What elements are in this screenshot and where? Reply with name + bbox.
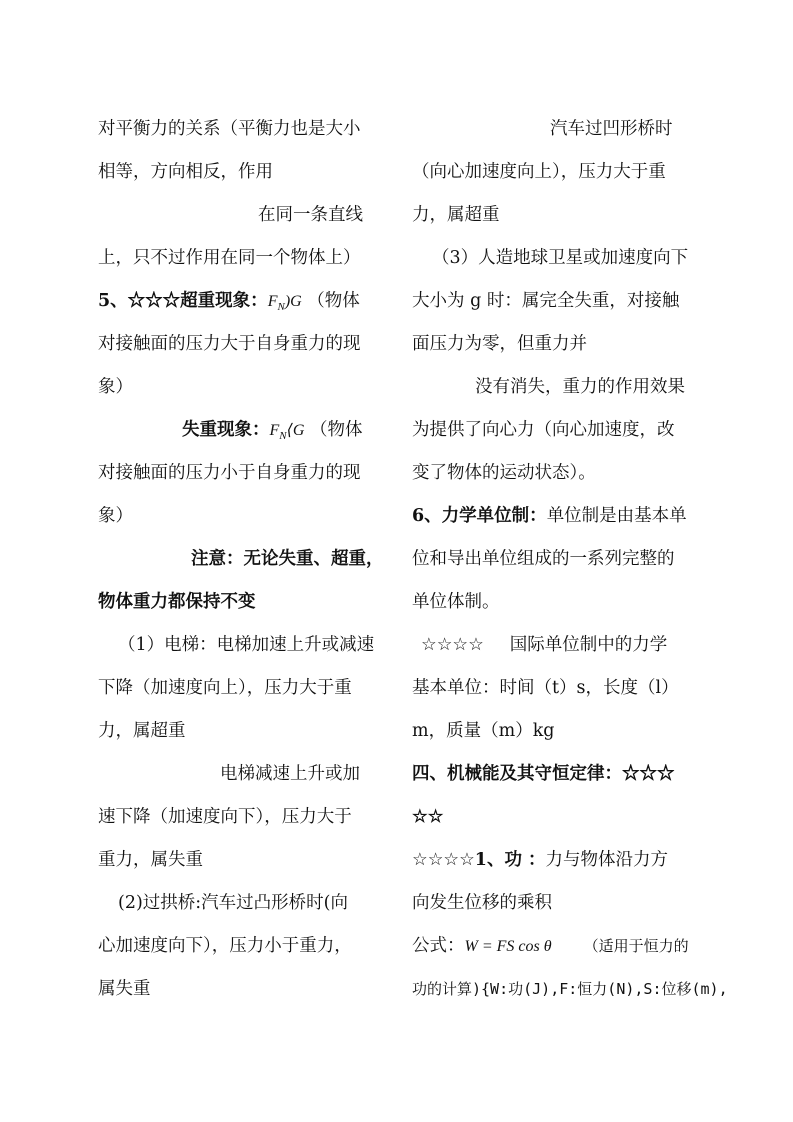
text-span: （物体 (310, 420, 363, 440)
text-line: 面压力为零，但重力并 (412, 334, 587, 354)
chapter-heading-stars: ☆☆ (412, 807, 444, 827)
text-line: 对接触面的压力小于自身重力的现 (98, 463, 361, 483)
text-line: 重力，属失重 (98, 850, 203, 870)
section-heading: 1、功 ： (474, 850, 546, 870)
section-heading: 失重现象： (182, 420, 270, 440)
formula-work: W = FS cos θ (464, 938, 552, 955)
text-span: 单位制是由基本单 (546, 506, 687, 526)
text-span: （适用于恒力的 (583, 937, 689, 955)
formula-overweight: $F_N)G$ (267, 293, 302, 313)
text-line: 功的计算){W:功(J),F:恒力(N),S:位移(m), (412, 980, 728, 998)
text-line: 对接触面的压力大于自身重力的现 (98, 334, 361, 354)
right-column (412, 108, 728, 1011)
formula-line (412, 925, 702, 968)
work-heading-line (412, 839, 702, 882)
text-line: 心加速度向下），压力小于重力， (98, 936, 352, 956)
text-line: 基本单位：时间（t）s，长度（l） (412, 678, 679, 698)
text-line: （3）人造地球卫星或加速度向下 (432, 248, 689, 268)
left-column (98, 108, 388, 1011)
superweight-heading-line (98, 280, 388, 323)
text-line: 上，只不过作用在同一个物体上） (98, 248, 361, 268)
text-line: 电梯减速上升或加 (220, 764, 360, 784)
stars-line (412, 624, 702, 667)
text-line: 为提供了向心力（向心加速度，改 (412, 420, 675, 440)
text-line: 象） (98, 506, 133, 526)
text-line: 大小为 g 时：属完全失重，对接触 (412, 291, 680, 311)
note-line: 物体重力都保持不变 (98, 592, 256, 612)
unit-system-heading-line (412, 495, 702, 538)
text-line: 对平衡力的关系（平衡力也是大小 (98, 119, 361, 139)
text-line: （向心加速度向上），压力大于重 (412, 162, 666, 182)
text-line: 单位体制。 (412, 592, 500, 612)
text-line: 汽车过凹形桥时 (550, 119, 673, 139)
text-line: 下降（加速度向上），压力大于重 (98, 678, 352, 698)
text-line: 向发生位移的乘积 (412, 893, 552, 913)
section-heading: 6、力学单位制： (412, 506, 547, 526)
text-line: m，质量（m）kg (412, 721, 555, 741)
text-span: （物体 (307, 291, 360, 311)
chapter-heading: 四、机械能及其守恒定律：☆☆☆ (412, 764, 675, 784)
text-line: 相等，方向相反，作用 (98, 162, 273, 182)
text-span: 力与物体沿力方 (545, 850, 669, 870)
text-line: 变了物体的运动状态）。 (412, 463, 596, 483)
text-line: 力，属超重 (98, 721, 186, 741)
note-line: 注意：无论失重、超重， (191, 549, 384, 569)
text-line: （1）电梯：电梯加速上升或减速 (118, 635, 375, 655)
weightless-heading-line (98, 409, 388, 452)
text-line: 没有消失，重力的作用效果 (475, 377, 685, 397)
text-line: (2)过拱桥:汽车过凸形桥时(向 (118, 893, 349, 913)
star-rating: ☆☆☆☆ (412, 850, 475, 870)
text-line: 速下降（加速度向下），压力大于 (98, 807, 352, 827)
text-line: 在同一条直线 (258, 205, 363, 225)
text-line: 象） (98, 377, 133, 397)
section-heading: 5、☆☆☆超重现象： (98, 291, 268, 311)
formula-weightless: $F_N⟨G$ (269, 422, 305, 442)
star-rating: ☆☆☆☆ (421, 635, 484, 655)
text-span: 国际单位制中的力学 (509, 635, 668, 655)
text-span: 公式： (412, 936, 465, 956)
text-line: 属失重 (98, 979, 151, 999)
text-line: 位和导出单位组成的一系列完整的 (412, 549, 675, 569)
text-line: 力，属超重 (412, 205, 500, 225)
